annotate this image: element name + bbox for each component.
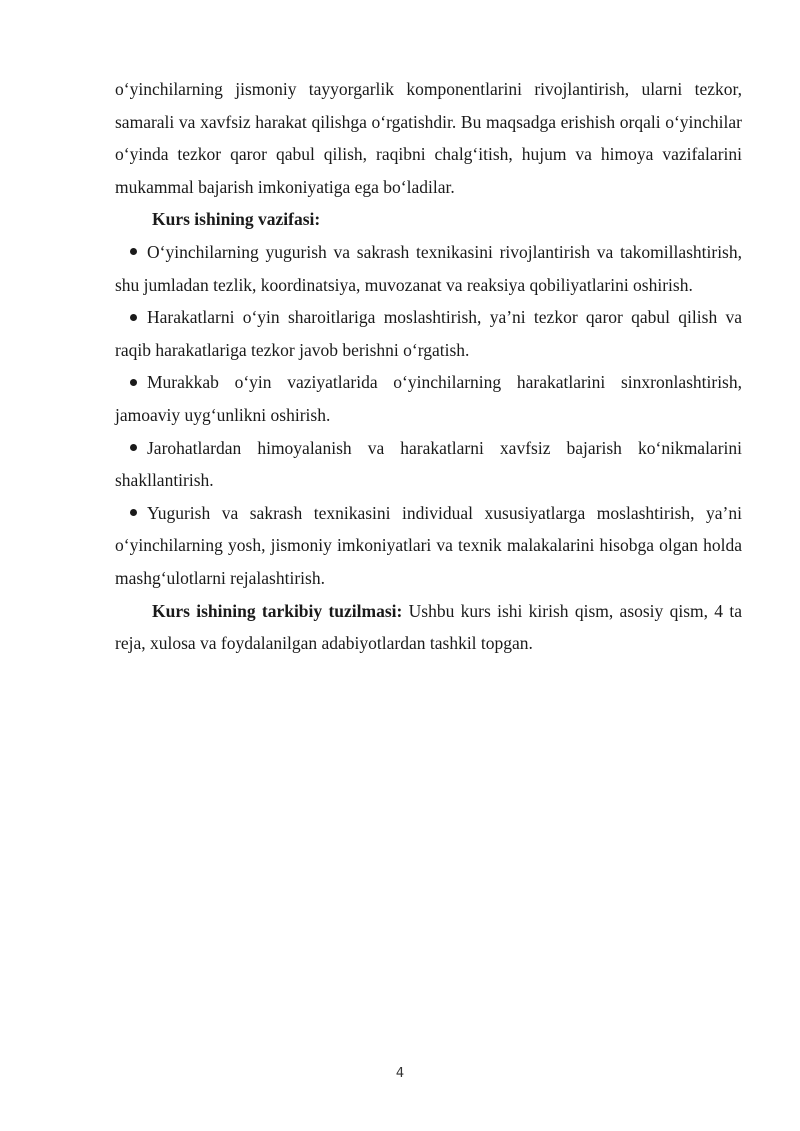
task-text: Murakkab o‘yin vaziyatlarida o‘yinchilarning harakatlarini sinxronlashtirish, jamoaviy uyg‘unlikni oshirish. <box>115 372 742 425</box>
task-item <box>115 497 742 595</box>
task-item <box>115 432 742 497</box>
bullet-icon <box>130 248 137 255</box>
tasks-heading: Kurs ishining vazifasi: <box>152 209 321 230</box>
structure-text: Ushbu kurs ishi kirish qism, asosiy qism, 4 ta reja, xulosa va foydalanilgan adabiyotlardan tashkil topgan. <box>115 600 742 654</box>
bullet-icon <box>130 379 137 386</box>
page-number: 4 <box>395 1066 405 1081</box>
structure-label: Kurs ishining tarkibiy tuzilmasi: <box>152 600 403 621</box>
bullet-icon <box>130 314 137 321</box>
structure-paragraph <box>115 595 742 660</box>
task-item <box>115 301 742 366</box>
task-text: Yugurish va sakrash texnikasini individual xususiyatlarga moslashtirish, ya’ni o‘yinchilarning yosh, jismoniy imkoniyatlari va texnik malakalarini hisobga olgan holda mashg‘ulotlarni rejalashtirish. <box>115 502 742 588</box>
body-text <box>115 73 742 660</box>
task-item <box>115 366 742 431</box>
intro-paragraph: o‘yinchilarning jismoniy tayyorgarlik komponentlarini rivojlantirish, ularni tezkor, samarali va xavfsiz harakat qilishga o‘rgatishdir. Bu maqsadga erishish orqali o‘yinchilar o‘yinda tezkor qaror qabul qilish, raqibni chalg‘itish, hujum va himoya vazifalarini mukammal bajarish imkoniyatiga ega bo‘ladilar. <box>115 79 742 197</box>
bullet-icon <box>130 509 137 516</box>
task-text: Harakatlarni o‘yin sharoitlariga moslashtirish, ya’ni tezkor qaror qabul qilish va raqib harakatlariga tezkor javob berishni o‘rgatish. <box>115 307 742 360</box>
task-text: Jarohatlardan himoyalanish va harakatlarni xavfsiz bajarish ko‘nikmalarini shakllantirish. <box>115 437 742 491</box>
task-text: O‘yinchilarning yugurish va sakrash texnikasini rivojlantirish va takomillashtirish, shu jumladan tezlik, koordinatsiya, muvozanat va reaksiya qobiliyatlarini oshirish. <box>115 241 742 295</box>
task-item <box>115 236 742 301</box>
bullet-icon <box>130 444 137 451</box>
